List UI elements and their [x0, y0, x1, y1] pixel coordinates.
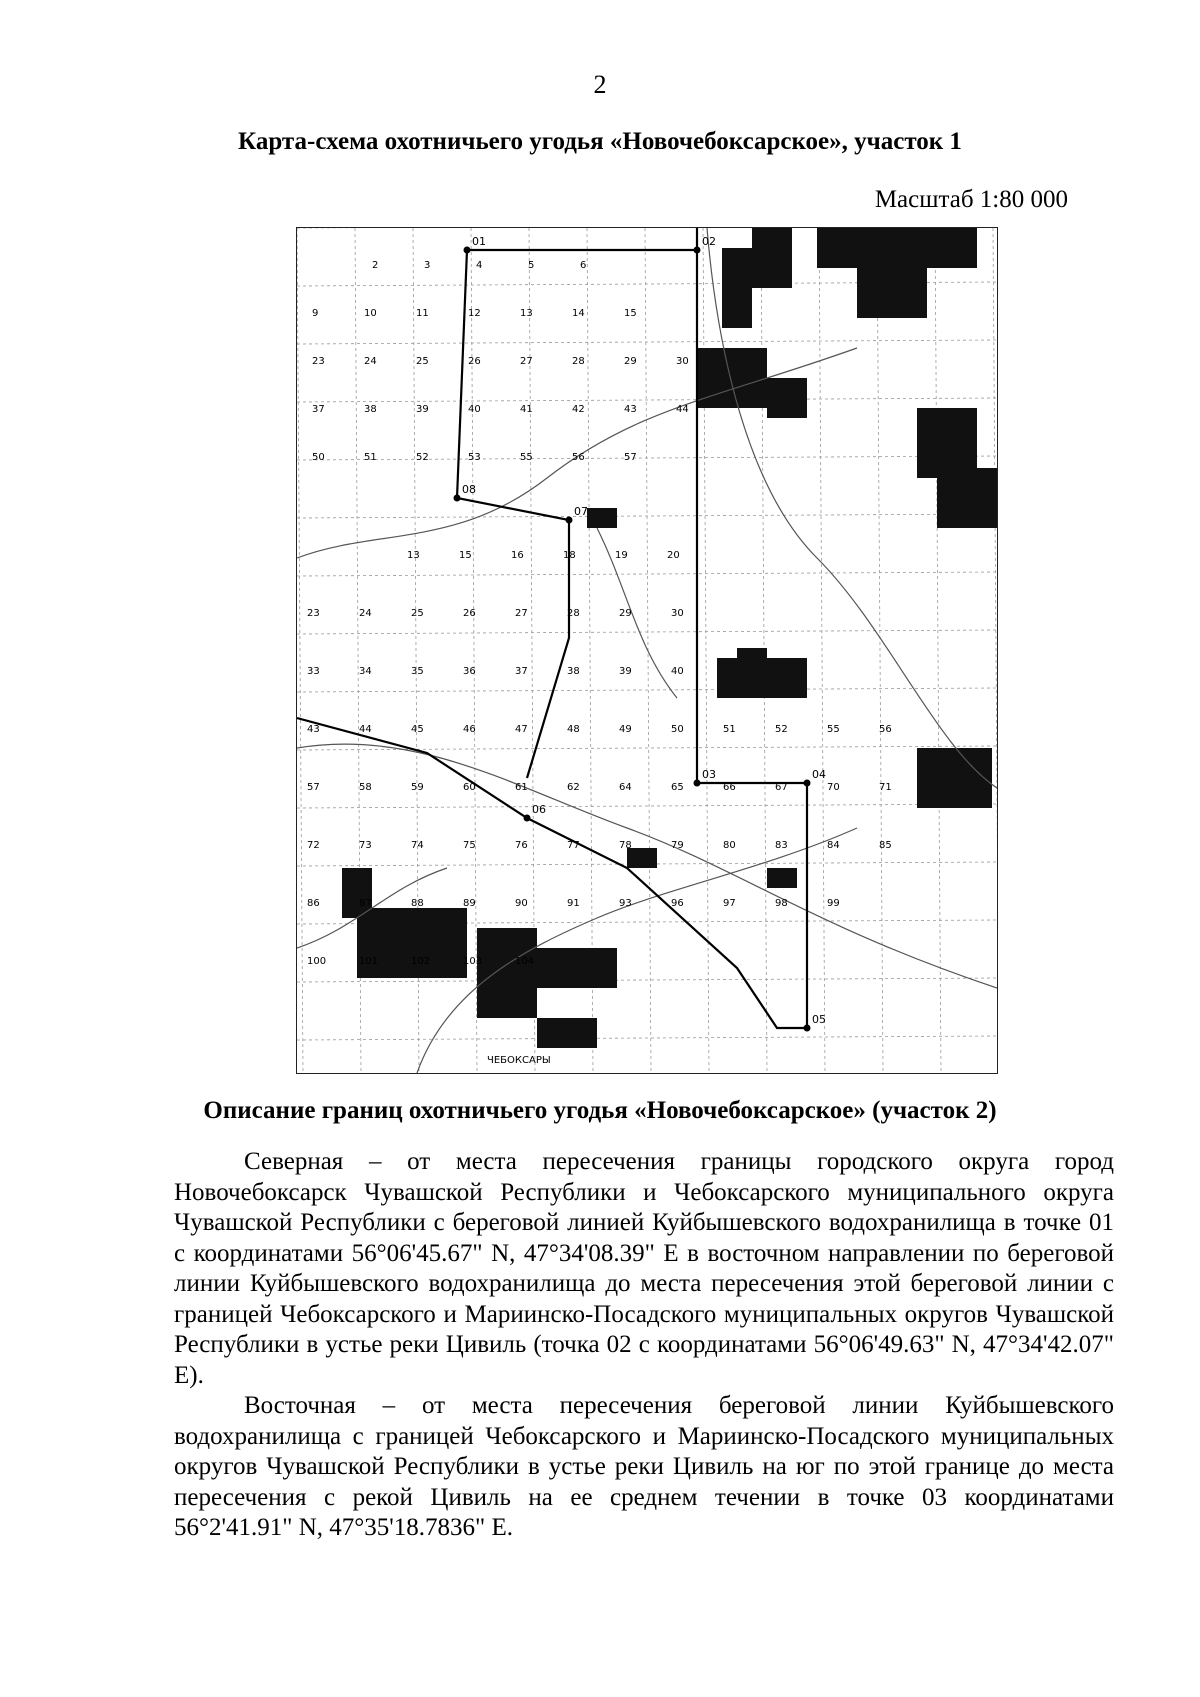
block-number: 48	[567, 724, 580, 735]
block-number: 9	[312, 308, 319, 319]
block-number: 12	[468, 308, 481, 319]
paragraph-north	[174, 1147, 1114, 1391]
map-dark-area	[737, 648, 767, 668]
block-number: 70	[827, 782, 840, 793]
block-number: 38	[364, 404, 377, 415]
block-number: 52	[775, 724, 788, 735]
boundary-point-marker	[524, 815, 531, 822]
block-number: 101	[359, 956, 379, 967]
paragraph-north-text: Северная – от места пересечения границы городского округа город Новочебоксарск Чувашской Республики и Чебоксарского муниципального округа Чувашской Республики с береговой линией Куйбышевского водохранилища в точке 01 с координатами 56°06'45.67" N, 47°34'08.39" E в восточном направлении по береговой линии Куйбышевского водохранилища до места пересечения этой береговой линии с границей Чебоксарского и Мариинско-Посадского муниципальных округов Чувашской Республики в устье реки Цивиль (точка 02 с координатами 56°06'49.63" N, 47°34'42.07" E).	[174, 1148, 1114, 1389]
block-number: 36	[463, 666, 476, 677]
block-number: 33	[307, 666, 320, 677]
map-dark-area	[857, 268, 927, 318]
block-number: 25	[416, 356, 429, 367]
block-number: 79	[671, 840, 684, 851]
block-number: 53	[468, 452, 481, 463]
boundary-point-marker	[694, 780, 701, 787]
block-number: 57	[307, 782, 320, 793]
map-dark-area	[937, 468, 997, 528]
block-number: 30	[676, 356, 689, 367]
block-number: 34	[359, 666, 372, 677]
block-number: 19	[615, 550, 628, 561]
boundary-point-label: 01	[472, 235, 486, 248]
block-number: 43	[307, 724, 320, 735]
block-number: 14	[572, 308, 585, 319]
block-number: 83	[775, 840, 788, 851]
map-title: Карта-схема охотничьего угодья «Новочебоксарское», участок 1	[238, 128, 962, 155]
block-number: 97	[723, 898, 736, 909]
block-number: 91	[567, 898, 580, 909]
block-number: 59	[411, 782, 424, 793]
block-number: 40	[671, 666, 684, 677]
block-number: 87	[359, 898, 372, 909]
map-dark-area	[917, 408, 977, 478]
block-number: 40	[468, 404, 481, 415]
block-number: 26	[468, 356, 481, 367]
block-number: 93	[619, 898, 632, 909]
block-number: 27	[520, 356, 533, 367]
block-number: 104	[515, 956, 535, 967]
block-number: 85	[879, 840, 892, 851]
map-dark-area	[357, 908, 467, 978]
block-number: 45	[411, 724, 424, 735]
block-number: 30	[671, 608, 684, 619]
block-number: 90	[515, 898, 528, 909]
block-number: 52	[416, 452, 429, 463]
boundary-point-marker	[566, 517, 573, 524]
paragraph-east-text: Восточная – от места пересечения береговой линии Куйбышевского водохранилища с границей Чебоксарского и Мариинско-Посадского муниципальных округов Чувашской Республики в устье реки Цивиль на юг по этой границе до места пересечения с рекой Цивиль на ее среднем течении в точке 03 координатами 56°2'41.91" N, 47°35'18.7836" E.	[174, 1392, 1114, 1541]
block-number: 75	[463, 840, 476, 851]
map-dark-area	[917, 748, 992, 808]
block-number: 26	[463, 608, 476, 619]
block-number: 28	[572, 356, 585, 367]
block-number: 25	[411, 608, 424, 619]
block-number: 66	[723, 782, 736, 793]
boundary-point-label: 06	[532, 803, 546, 816]
boundary-point-label: 07	[574, 505, 588, 518]
map-dark-area	[697, 348, 767, 408]
map-scheme	[296, 227, 998, 1074]
block-number: 88	[411, 898, 424, 909]
block-number: 103	[463, 956, 483, 967]
block-number: 23	[307, 608, 320, 619]
block-number: 5	[528, 260, 535, 271]
block-number: 74	[411, 840, 424, 851]
block-number: 2	[372, 260, 379, 271]
map-dark-area	[722, 248, 752, 328]
boundary-point-marker	[804, 780, 811, 787]
block-number: 55	[520, 452, 533, 463]
block-number: 58	[359, 782, 372, 793]
block-number: 24	[359, 608, 372, 619]
boundary-point-label: 08	[462, 483, 476, 496]
block-number: 24	[364, 356, 377, 367]
block-number: 39	[619, 666, 632, 677]
block-number: 39	[416, 404, 429, 415]
block-number: 98	[775, 898, 788, 909]
block-number: 37	[312, 404, 325, 415]
block-number: 41	[520, 404, 533, 415]
map-dark-area	[587, 508, 617, 528]
block-number: 61	[515, 782, 528, 793]
block-number: 15	[624, 308, 637, 319]
page-number: 2	[593, 70, 607, 99]
block-number: 46	[463, 724, 476, 735]
block-number: 44	[676, 404, 689, 415]
boundary-point-label: 05	[812, 1013, 826, 1026]
block-number: 99	[827, 898, 840, 909]
map-dark-area	[537, 1018, 597, 1048]
block-number: 29	[619, 608, 632, 619]
block-number: 57	[624, 452, 637, 463]
settlement-label: ЧЕБОКСАРЫ	[487, 1055, 551, 1066]
block-number: 11	[416, 308, 429, 319]
boundary-point-marker	[454, 495, 461, 502]
block-number: 71	[879, 782, 892, 793]
block-number: 13	[520, 308, 533, 319]
block-number: 96	[671, 898, 684, 909]
block-number: 50	[671, 724, 684, 735]
block-number: 6	[580, 260, 587, 271]
map-dark-area	[817, 228, 977, 268]
block-number: 20	[667, 550, 680, 561]
block-number: 51	[723, 724, 736, 735]
block-number: 100	[307, 956, 327, 967]
block-number: 102	[411, 956, 431, 967]
boundary-point-label: 02	[702, 235, 716, 248]
map-dark-area	[477, 928, 537, 1018]
block-number: 60	[463, 782, 476, 793]
block-number: 42	[572, 404, 585, 415]
block-number: 38	[567, 666, 580, 677]
boundary-point-marker	[694, 247, 701, 254]
block-number: 73	[359, 840, 372, 851]
block-number: 76	[515, 840, 528, 851]
block-number: 56	[572, 452, 585, 463]
map-dark-area	[627, 848, 657, 868]
block-number: 23	[312, 356, 325, 367]
block-number: 49	[619, 724, 632, 735]
block-number: 28	[567, 608, 580, 619]
block-number: 29	[624, 356, 637, 367]
block-number: 4	[476, 260, 483, 271]
block-number: 84	[827, 840, 840, 851]
block-number: 15	[459, 550, 472, 561]
map-dark-areas	[342, 228, 997, 1048]
map-dark-area	[537, 948, 617, 988]
block-number: 3	[424, 260, 431, 271]
map-dark-area	[752, 228, 792, 288]
block-number: 89	[463, 898, 476, 909]
map-scale: Масштаб 1:80 000	[874, 186, 1068, 213]
block-number: 55	[827, 724, 840, 735]
block-number: 18	[563, 550, 576, 561]
block-number: 37	[515, 666, 528, 677]
block-number: 67	[775, 782, 788, 793]
block-number: 86	[307, 898, 320, 909]
description-title: Описание границ охотничьего угодья «Новочебоксарское» (участок 2)	[203, 1097, 997, 1124]
block-number: 43	[624, 404, 637, 415]
boundary-point-label: 03	[702, 768, 716, 781]
block-number: 65	[671, 782, 684, 793]
paragraph-east	[174, 1391, 1114, 1544]
map-dark-area	[767, 868, 797, 888]
block-number: 47	[515, 724, 528, 735]
block-number: 51	[364, 452, 377, 463]
boundary-point-marker	[464, 247, 471, 254]
block-number: 10	[364, 308, 377, 319]
block-number: 27	[515, 608, 528, 619]
block-number: 72	[307, 840, 320, 851]
boundary-point-marker	[804, 1025, 811, 1032]
block-number: 35	[411, 666, 424, 677]
block-number: 62	[567, 782, 580, 793]
boundary-point-label: 04	[812, 768, 826, 781]
block-number: 64	[619, 782, 632, 793]
block-number: 77	[567, 840, 580, 851]
block-number: 44	[359, 724, 372, 735]
block-number: 78	[619, 840, 632, 851]
map-dark-area	[767, 378, 807, 418]
block-number: 16	[511, 550, 524, 561]
block-number: 50	[312, 452, 325, 463]
block-number: 80	[723, 840, 736, 851]
block-number: 13	[407, 550, 420, 561]
block-number: 56	[879, 724, 892, 735]
